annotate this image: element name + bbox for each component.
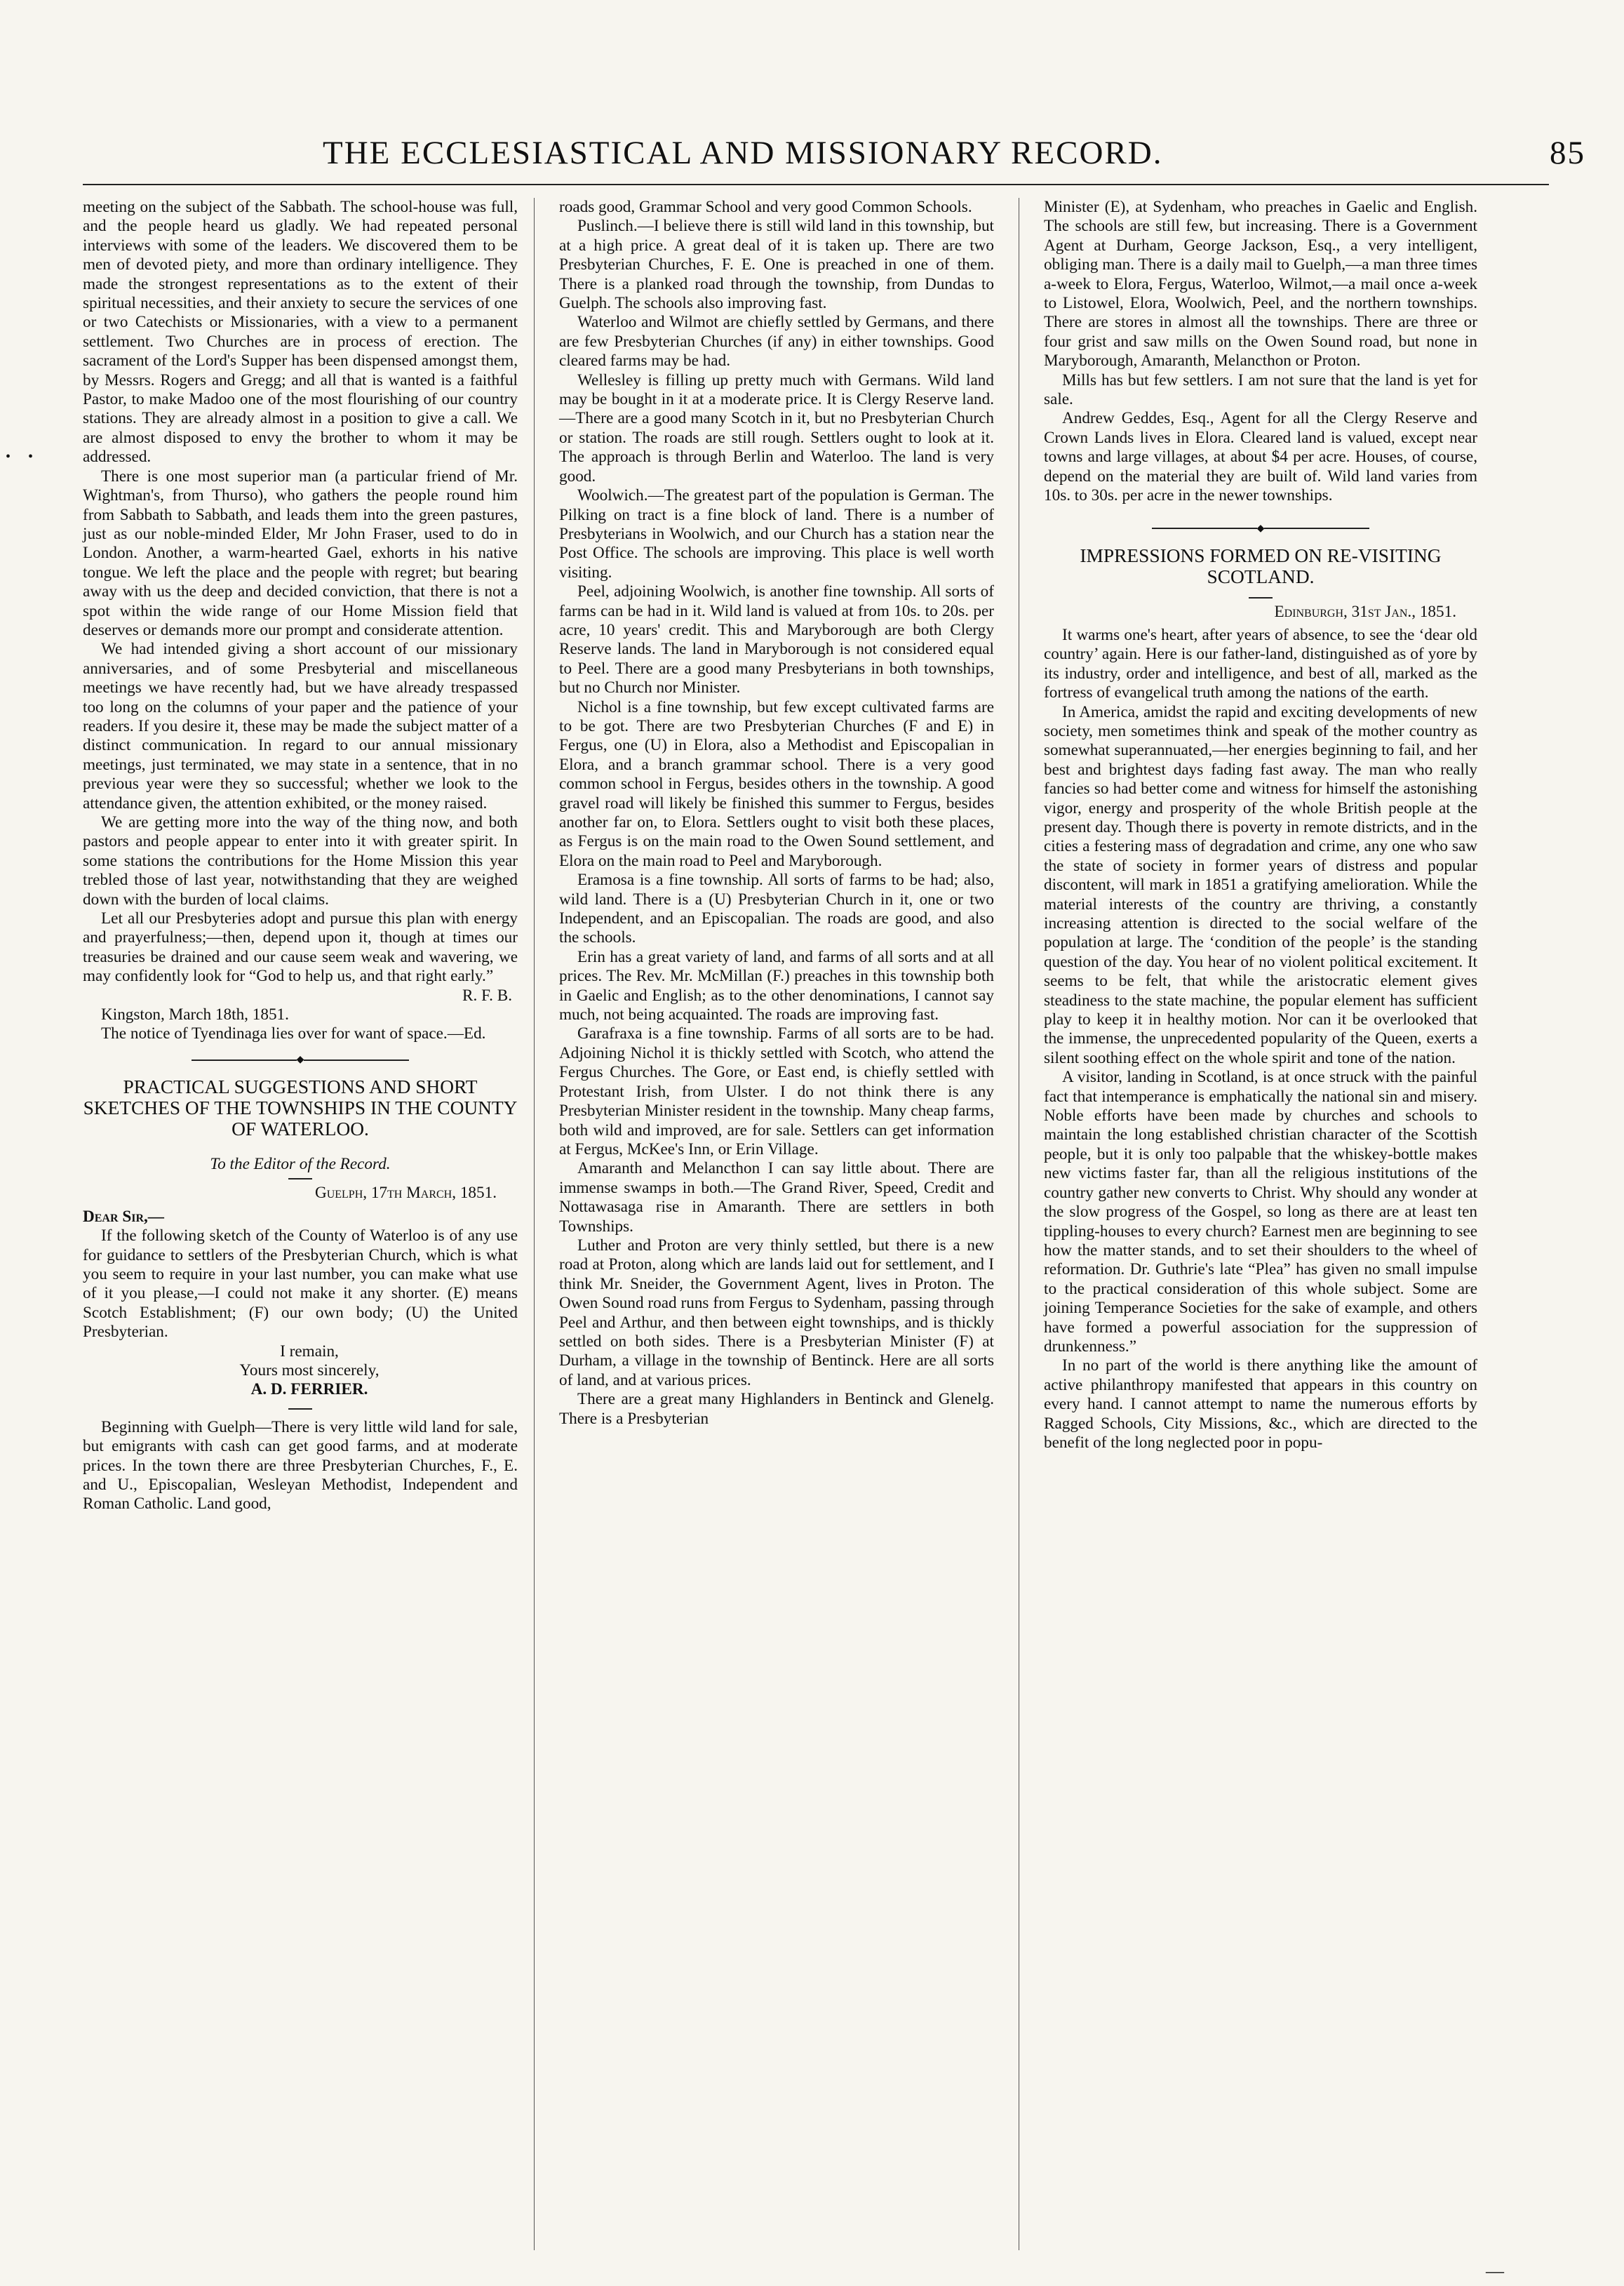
short-rule: [1249, 597, 1273, 599]
paragraph: In no part of the world is there anything like the amount of active philanthropy manifested that appears in this country on every hand. I cannot attempt to name the numerous efforts by Ragged Schools, City Missions, &c., which are directed to the benefit of the long neglected poor in popu-: [1044, 1356, 1477, 1452]
paragraph: Peel, adjoining Woolwich, is another fine township. All sorts of farms can be had in it. Wild land is valued at from 10s. to 20s. per acre, 10 years' credit. This and Maryborough are both Clergy Reserve lands. The land in Maryborough is not considered equal to Peel. There are a good many Presbyterians in both townships, but no Church nor Minister.: [559, 582, 994, 697]
paragraph: It warms one's heart, after years of absence, to see the ‘dear old country’ again. Here is our father-land, distinguished as of yore by its industry, order and intelligence, and best of all, marked as the fortress of evangelical truth among the nations of the earth.: [1044, 625, 1477, 702]
paragraph: Wellesley is filling up pretty much with Germans. Wild land may be bought in it at a moderate price. It is Clergy Reserve land.—There are a good many Scotch in it, but no Presbyterian Church or station. The roads are still rough. Settlers ought to look at it. The approach is through Berlin and Waterloo. The land is very good.: [559, 370, 994, 486]
paragraph: meeting on the subject of the Sabbath. The school-house was full, and the people heard us gladly. We had repeated personal interviews with some of the leaders. We discovered them to be men of devoted piety, and more than ordinary intelligence. They made the strongest representations as to the extent of their spiritual necessities, and their anxiety to secure the services of one or two Catechists or Missionaries, with a view to a permanent settlement. Two Churches are in process of erection. The sacrament of the Lord's Supper has been dispensed amongst them, by Messrs. Rogers and Gregg; and all that is wanted is a faithful Pastor, to make Madoo one of the most flourishing of our country stations. They are already almost in a position to give a call. We are almost disposed to envy the brother to whom it may be addressed.: [83, 198, 518, 467]
dateline: Guelph, 17th March, 1851.: [314, 1184, 497, 1203]
paragraph: Puslinch.—I believe there is still wild land in this township, but at a high price. A great deal of it is taken up. There are two Presbyterian Churches, F. E. One is preached in one of them. There is a planked road through the township, from Dundas to Guelph. The schools also improving fast.: [559, 217, 994, 313]
paragraph: There is one most superior man (a particular friend of Mr. Wightman's, from Thurso), who gathers the people round him from Sabbath to Sabbath, and leads them into the green pastures, just as our noble-minded Elder, Mr John Fraser, used to do in London. Another, a warm-hearted Gael, exhorts in his native tongue. We left the place and the people with regret; but bearing away with us the deep and decided conviction, that there is not a spot within the wide range of our Home Mission field that deserves or demands more our prompt and considerate attention.: [83, 467, 518, 639]
paragraph: Woolwich.—The greatest part of the population is German. The Pilking on tract is a fine block of land. There is a number of Presbyterians in Woolwich, and our Church has a station near the Post Office. The schools are improving. This place is well worth visiting.: [559, 486, 994, 582]
paragraph: Nichol is a fine township, but few except cultivated farms are to be got. There are two Presbyterian Churches (F and E) in Fergus, one (U) in Elora, also a Methodist and Episcopalian in Elora, and a branch grammar school. There is a very good common school in Fergus, besides others in the township. A good gravel road will likely be finished this summer to Fergus, besides another far on, to Elora. Settlers ought to visit both these places, as Fergus is on the main road to the Owen Sound settlement, and Elora on the main road to Peel and Maryborough.: [559, 697, 994, 870]
article-heading: PRACTICAL SUGGESTIONS AND SHORT SKETCHES OF THE TOWNSHIPS IN THE COUNTY OF WATERLOO.: [83, 1076, 518, 1139]
paragraph: Waterloo and Wilmot are chiefly settled by Germans, and there are few Presbyterian Churches (if any) in either townships. Good cleared farms may be had.: [559, 313, 994, 370]
short-rule: [288, 1178, 312, 1179]
paragraph: Luther and Proton are very thinly settled, but there is a new road at Proton, along which are lands laid out for settlement, and I think Mr. Sneider, the Government Agent, lives in Proton. The Owen Sound road runs from Fergus to Sydenham, passing through Peel and Arthur, and then between eight townships, and is thickly settled on both sides. There is a Presbyterian Minister (F) at Durham, a village in the township of Bentinck. Here are all sorts of land, and at various prices.: [559, 1236, 994, 1389]
margin-dots: • •: [6, 449, 41, 464]
short-rule: [288, 1408, 312, 1410]
paragraph: Garafraxa is a fine township. Farms of all sorts are to be had. Adjoining Nichol it is thickly settled with Scotch, who attend the Fergus Churches. The Gore, or East end, is chiefly settled with Protestant Irish, from Ulster. I do not think there is any Presbyterian Minister resident in the township. Many cheap farms, both wild and improved, are for sale. Settlers can get information at Fergus, McKee's Inn, or Erin Village.: [559, 1024, 994, 1158]
closing-yours: Yours most sincerely,: [239, 1361, 380, 1379]
salutation: Dear Sir,—: [83, 1207, 164, 1226]
paragraph: Let all our Presbyteries adopt and pursue this plan with energy and prayerfulness;—then, depend upon it, though at times our treasuries be drained and our cause seem weak and wavering, we may confidently look for “God to help us, and that right early.”: [83, 909, 518, 986]
header-rule: [83, 184, 1549, 185]
running-title: THE ECCLESIASTICAL AND MISSIONARY RECORD.: [323, 135, 1163, 171]
paragraph: Minister (E), at Sydenham, who preaches in Gaelic and English. The schools are still few, but increasing. There is a Government Agent at Durham, George Jackson, Esq., a very intelligent, obliging man. There is a daily mail to Guelph,—a man three times a-week to Elora, Fergus, Waterloo, Wilmot,—a mail once a-week to Listowel, Elora, Woolwich, Peel, and the northern townships. There are stores in almost all the townships. There are three or four grist and saw mills on the Owen Sound road, but none in Maryborough, Amaranth, Melancthon or Proton.: [1044, 198, 1477, 370]
column-1: [83, 198, 518, 1514]
paragraph: Amaranth and Melancthon I can say little about. There are immense swamps in both.—The Grand River, Speed, Credit and Nottawasaga rise in Amaranth. There are settlers in both Townships.: [559, 1159, 994, 1236]
editor-note: The notice of Tyendinaga lies over for want of space.—Ed.: [101, 1024, 486, 1043]
paragraph: Andrew Geddes, Esq., Agent for all the Clergy Reserve and Crown Lands lives in Elora. Cleared land is valued, except near towns and large villages, at about $4 per acre. Houses, of course, depend on the material they are built of. Wild land varies from 10s. to 30s. per acre in the newer townships.: [1044, 409, 1477, 505]
section-ornament: ◆: [83, 1052, 518, 1068]
dateline: Edinburgh, 31st Jan., 1851.: [1274, 602, 1456, 621]
paragraph: We had intended giving a short account of our missionary anniversaries, and of some Presbyterial and miscellaneous meetings we have recently had, but we have already trespassed too long on the columns of your paper and the patience of your readers. If you desire it, these may be made the subject matter of a distinct communication. In regard to our annual missionary meetings, just terminated, we may state in a sentence, that in no previous year were they so successful; whether we look to the attendance given, the attention exhibited, or the money raised.: [83, 640, 518, 813]
paragraph: Beginning with Guelph—There is very little wild land for sale, but emigrants with cash can get good farms, and at moderate prices. In the town there are three Presbyterian Churches, F., E. and U., Episcopalian, Wesleyan Methodist, Independent and Roman Catholic. Land good,: [83, 1417, 518, 1513]
article-heading: IMPRESSIONS FORMED ON RE-VISITING SCOTLAND.: [1080, 544, 1442, 587]
paragraph: There are a great many Highlanders in Bentinck and Glenelg. There is a Presbyterian: [559, 1390, 994, 1428]
closing-remain: I remain,: [280, 1342, 339, 1361]
section-ornament: ◆: [1044, 521, 1477, 537]
column-2: [559, 198, 994, 1429]
paragraph: In America, amidst the rapid and exciting developments of new society, men sometimes think and speak of the mother country as somewhat superannuated,—her energies beginning to fail, and her best and brightest days fading fast away. The man who really fancies so had better come and witness for himself the astonishing vigor, energy and prosperity of the whole British people at the present day. Though there is poverty in remote districts, and in the cities a festering mass of degradation and crime, any one who saw the state of society in former years of distress and popular discontent, will mark in 1851 a gratifying amelioration. While the material interests of the country are thriving, a constantly increasing attention is directed to the social welfare of the population at large. The ‘condition of the people’ is the standing question of the day. You hear of no violent political excitement. It seems to be felt, that while the aristocratic element gives steadiness to the state machine, the popular element has sufficient play to keep it in healthy motion. Nor can it be overlooked that the immense, the unprecedented popularity of the Queen, exerts a silent soothing effect on the whole spirit and tone of the nation.: [1044, 702, 1477, 1067]
column-rule: [534, 198, 535, 2250]
signature: A. D. FERRIER.: [250, 1380, 368, 1399]
paragraph: Erin has a great variety of land, and farms of all sorts and at all prices. The Rev. Mr. McMillan (F.) preaches in this township both in Gaelic and English; as to the other denominations, I cannot say much, not being acquainted. The roads are improving fast.: [559, 947, 994, 1024]
letter-body: If the following sketch of the County of Waterloo is of any use for guidance to settlers of the Presbyterian Church, which is what you seem to require in your last number, you can make what use of it you please,—I could not make it any shorter. (E) means Scotch Establishment; (F) our own body; (U) the United Presbyterian.: [83, 1226, 518, 1342]
author-initials: R. F. B.: [462, 986, 512, 1005]
paragraph: A visitor, landing in Scotland, is at once struck with the painful fact that intemperance is emphatically the national sin and misery. Noble efforts have been made by churches and schools to maintain the long established christian character of the Scottish people, but it is only too palpable that the whiskey-bottle makes new victims faster far, than all the religious institutions of the country gather new converts to Christ. Why should any wonder at the slow progress of the Gospel, so long as there are at least ten tippling-houses to every church? Earnest men are beginning to see how the matter stands, and to set their shoulders to the wheel of reformation. Dr. Guthrie's late “Plea” has given no small impulse to the practical consideration of this whole subject. Some are joining Temperance Societies for the sake of example, and others have formed a powerful association for the suppression of drunkenness.”: [1044, 1068, 1477, 1356]
column-3: [1044, 198, 1477, 1452]
paragraph: We are getting more into the way of the thing now, and both pastors and people appear to enter into it with greater spirit. In some stations the contributions for the Home Mission this year trebled those of last year, notwithstanding that they are weighed down with the burden of local claims.: [83, 813, 518, 909]
place-date: Kingston, March 18th, 1851.: [101, 1005, 289, 1024]
margin-dash: —: [1486, 2261, 1504, 2281]
paragraph: Mills has but few settlers. I am not sure that the land is yet for sale.: [1044, 370, 1477, 409]
paragraph: Eramosa is a fine township. All sorts of farms to be had; also, wild land. There is a (U) Presbyterian Church in it, one or two Independent, and an Episcopalian. The roads are good, and also the schools.: [559, 871, 994, 947]
to-editor-line: To the Editor of the Record.: [210, 1154, 391, 1173]
page-number: 85: [1550, 135, 1585, 171]
paragraph: roads good, Grammar School and very good Common Schools.: [559, 198, 972, 216]
